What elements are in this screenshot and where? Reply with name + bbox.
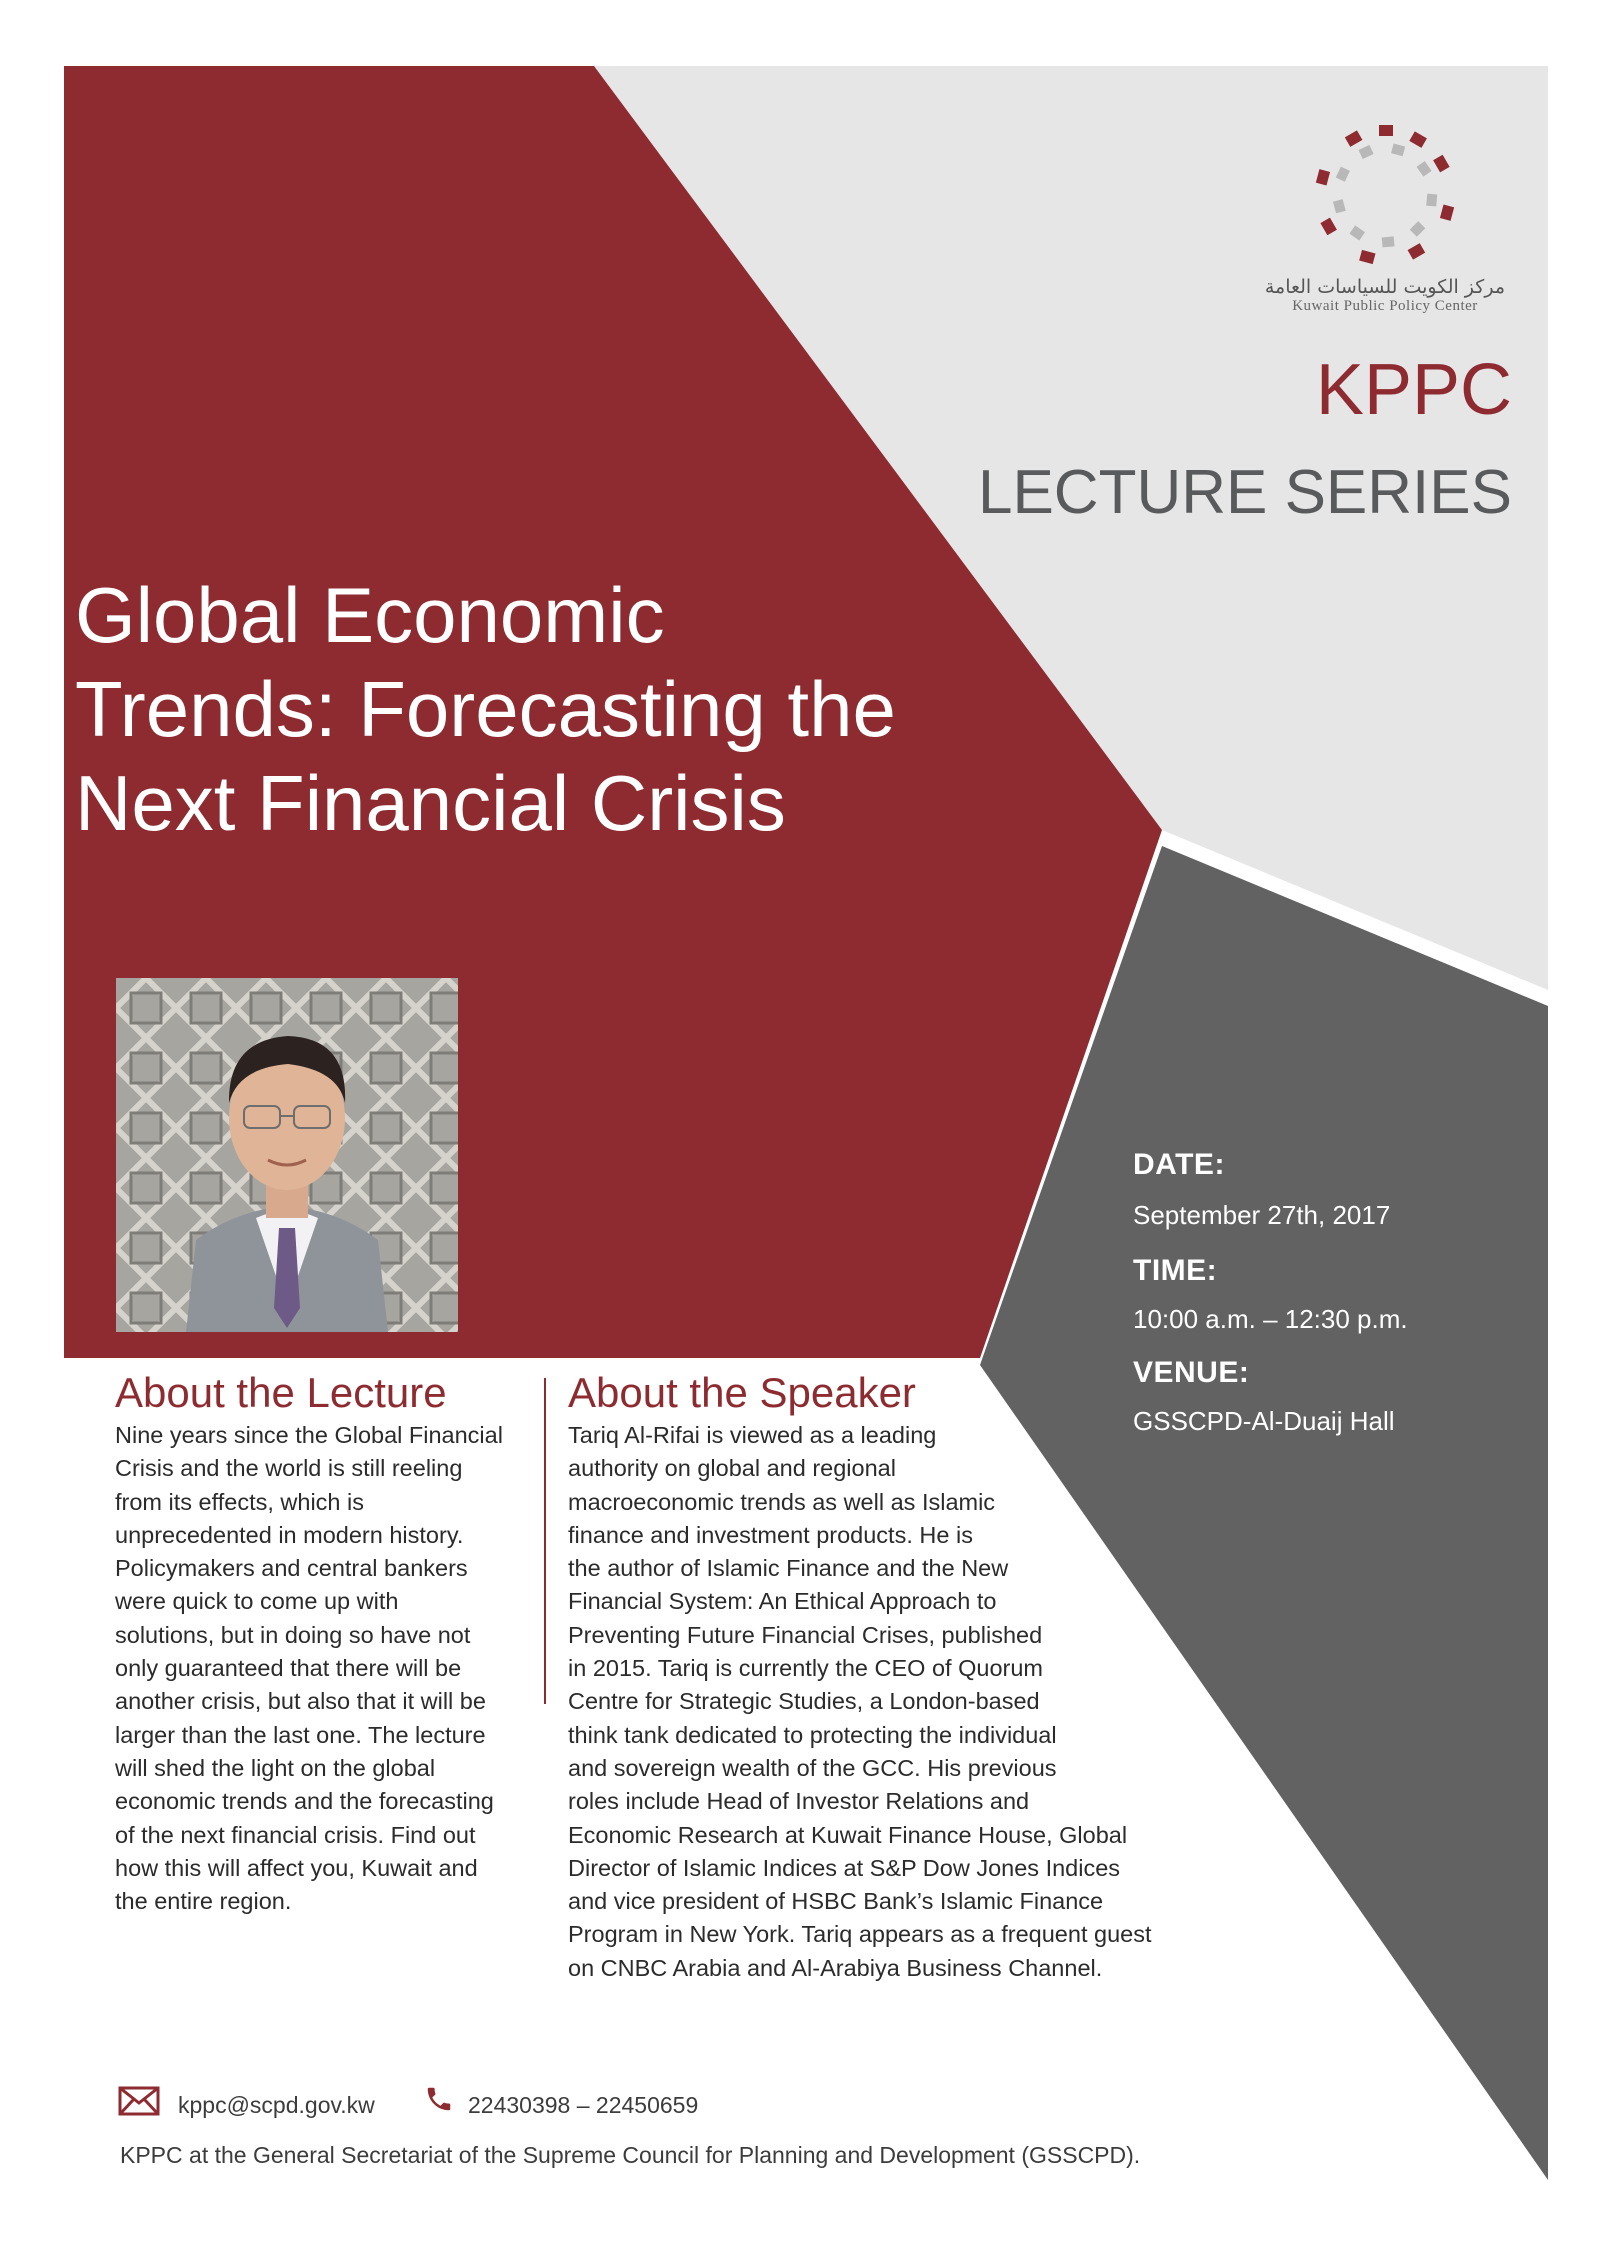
about-speaker-line: Tariq Al-Rifai is viewed as a leading [568, 1422, 937, 1448]
about-speaker-heading: About the Speaker [568, 1369, 916, 1416]
about-speaker-line: on CNBC Arabia and Al-Arabiya Business Channel. [568, 1954, 1103, 1981]
about-speaker-line: Centre for Strategic Studies, a London-based [568, 1688, 1040, 1715]
about-lecture-line: from its effects, which is [115, 1488, 364, 1515]
about-lecture-line: solutions, but in doing so have not [115, 1621, 471, 1648]
about-speaker-line: Economic Research at Kuwait Finance House, Global [568, 1821, 1128, 1848]
lecture-title [75, 568, 1075, 850]
about-speaker-line: in 2015. Tariq is currently the CEO of Quorum [568, 1655, 1044, 1682]
logo-arabic-name: مركز الكويت للسياسات العامة [1264, 276, 1505, 298]
venue-value: GSSCPD-Al-Duaij Hall [1133, 1406, 1395, 1436]
about-speaker-line: Program in New York. Tariq appears as a frequent guest [568, 1921, 1152, 1948]
brand-kppc: KPPC [1315, 350, 1512, 430]
about-lecture-line: only guaranteed that there will be [115, 1655, 462, 1682]
about-lecture-line: economic trends and the forecasting [115, 1788, 494, 1815]
phone-icon [424, 2084, 454, 2114]
speaker-portrait-icon [116, 978, 458, 1332]
section-divider [544, 1378, 546, 1704]
speaker-photo [116, 978, 458, 1332]
time-label: TIME: [1133, 1254, 1218, 1287]
about-speaker-line: the author of Islamic Finance and the New [568, 1555, 1009, 1582]
about-lecture-line: another crisis, but also that it will be [115, 1688, 486, 1715]
about-lecture-line: Nine years since the Global Financial [115, 1422, 503, 1448]
about-lecture-line: will shed the light on the global [115, 1754, 436, 1781]
lecture-title-line: Trends: Forecasting the [75, 665, 896, 753]
footer-organization: KPPC at the General Secretariat of the Supreme Council for Planning and Development (GSSCPD). [120, 2142, 1141, 2168]
about-speaker-line: think tank dedicated to protecting the individual [568, 1721, 1057, 1748]
about-speaker-line: finance and investment products. He is [568, 1521, 973, 1548]
time-value: 10:00 a.m. – 12:30 p.m. [1133, 1304, 1408, 1334]
about-speaker-line: and vice president of HSBC Bank’s Islamic Finance [568, 1888, 1104, 1915]
about-speaker-line: roles include Head of Investor Relations and [568, 1788, 1030, 1815]
contact-email[interactable]: kppc@scpd.gov.kw [178, 2092, 375, 2118]
kppc-logo [1265, 120, 1505, 315]
about-speaker-line: Director of Islamic Indices at S&P Dow Jones Indices [568, 1854, 1121, 1881]
logo-english-name: Kuwait Public Policy Center [1292, 298, 1478, 314]
venue-label: VENUE: [1133, 1356, 1250, 1389]
about-lecture-line: larger than the last one. The lecture [115, 1721, 486, 1748]
about-lecture-line: Policymakers and central bankers [115, 1555, 468, 1582]
about-lecture-heading: About the Lecture [115, 1369, 447, 1416]
lecture-series-heading: LECTURE SERIES [977, 458, 1512, 527]
about-speaker-line: Preventing Future Financial Crises, published [568, 1621, 1043, 1648]
about-speaker-line: and sovereign wealth of the GCC. His previous [568, 1754, 1057, 1781]
about-lecture-line: Crisis and the world is still reeling [115, 1455, 463, 1482]
about-lecture-line: the entire region. [115, 1888, 292, 1915]
lecture-title-line: Next Financial Crisis [75, 759, 786, 847]
date-label: DATE: [1133, 1148, 1225, 1181]
about-lecture-line: how this will affect you, Kuwait and [115, 1854, 478, 1881]
about-lecture-line: were quick to come up with [115, 1588, 399, 1615]
envelope-icon [118, 2086, 160, 2116]
date-value: September 27th, 2017 [1133, 1200, 1391, 1230]
about-speaker-line: macroeconomic trends as well as Islamic [568, 1488, 996, 1515]
about-lecture-text [115, 1419, 503, 1918]
lecture-title-line: Global Economic [75, 571, 665, 659]
about-speaker-line: authority on global and regional [568, 1455, 896, 1482]
about-lecture-line: of the next financial crisis. Find out [115, 1821, 476, 1848]
about-speaker-line: Financial System: An Ethical Approach to [568, 1588, 997, 1615]
about-lecture-line: unprecedented in modern history. [115, 1521, 464, 1548]
contact-phone[interactable]: 22430398 – 22450659 [468, 2092, 699, 2118]
kppc-logo-mark-icon [1310, 120, 1460, 270]
about-speaker-text [568, 1419, 1151, 1985]
